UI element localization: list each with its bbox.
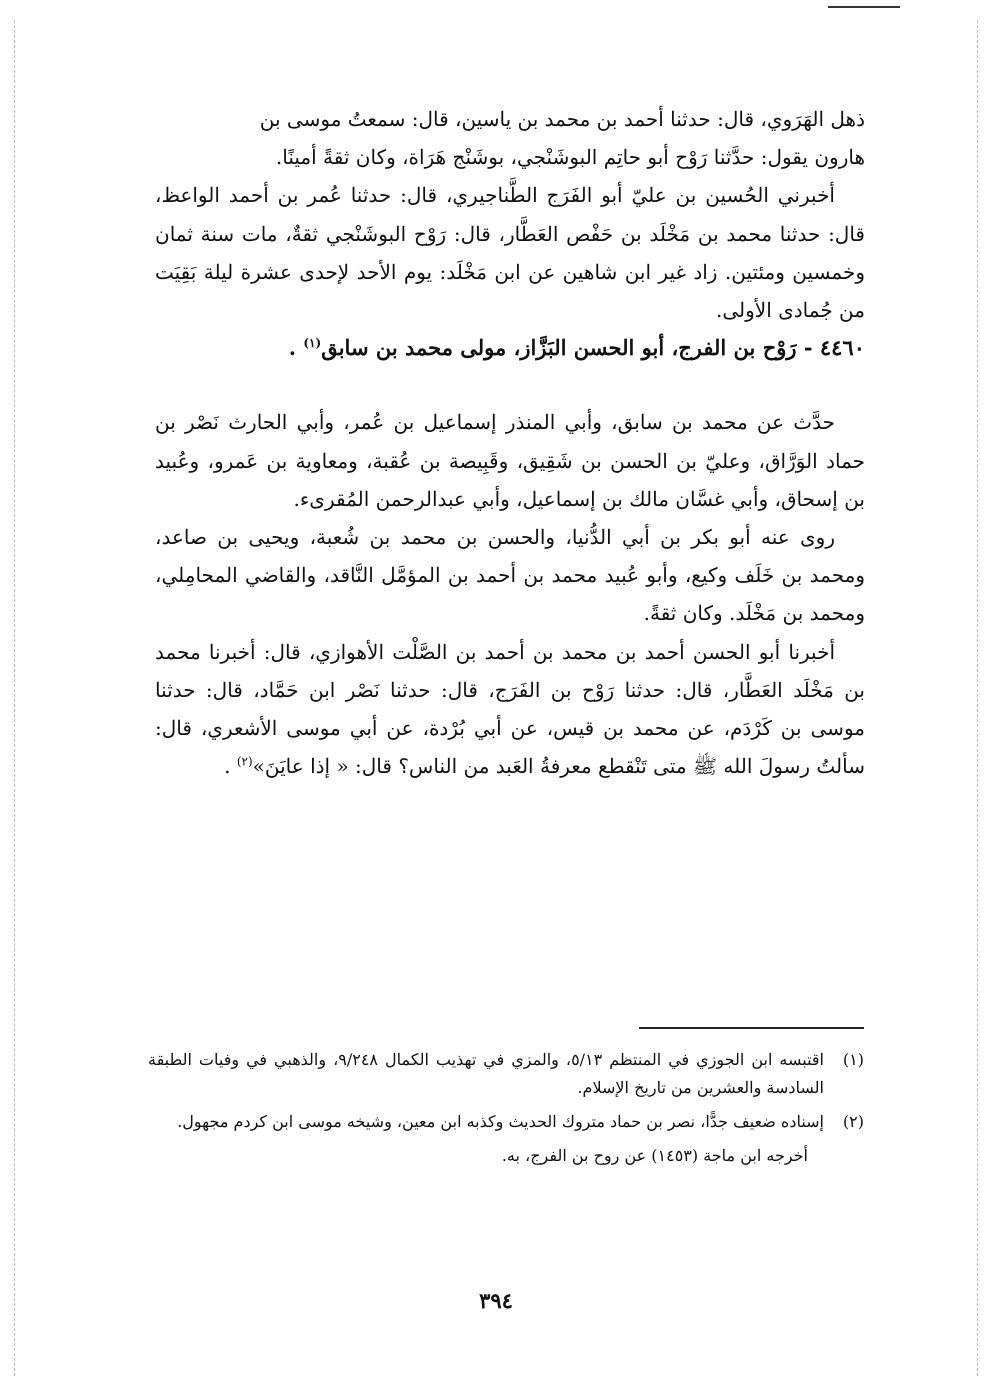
heading-gap bbox=[155, 367, 865, 403]
main-text bbox=[155, 100, 865, 785]
paragraph-4: روى عنه أبو بكر بن أبي الدُّنيا، والحسن بن محمد بن شُعبة، ويحيى بن صاعد، ومحمد بن خَلَف وكيع، وأبو عُبيد محمد بن أحمد بن المؤمَّل النَّاقد، والقاضي المحامِلي، ومحمد بن مَخْلَد. وكان ثقةً. bbox=[155, 525, 866, 626]
paragraph-5-end: . bbox=[224, 754, 231, 779]
footnote-2-continuation: أخرجه ابن ماجة (١٤٥٣) عن روح بن الفرج، به. bbox=[501, 1146, 808, 1165]
paragraph-5-text: أخبرنا أبو الحسن أحمد بن محمد بن أحمد بن الصَّلْت الأهوازي، قال: أخبرنا محمد بن مَخْلَد العَطَّار، قال: حدثنا رَوْح بن الفَرَج، قال: حدثنا نَصْر ابن حَمَّاد، قال: حدثنا موسى بن كَرْدَم، عن محمد بن قيس، عن أبي بُرْدة، عن أبي موسى الأشعري، قال: سألتُ رسولَ الله ﷺ متى تَنْقطع معرفةُ العَبد من الناس؟ قال: « إذا عايَنَ» bbox=[155, 639, 865, 779]
footnote-separator bbox=[639, 1027, 864, 1029]
paragraph-5 bbox=[155, 633, 865, 786]
footnotes bbox=[148, 1046, 864, 1170]
scan-edge-left bbox=[14, 20, 15, 1376]
footnote-1 bbox=[148, 1046, 864, 1102]
entry-heading-text: ٤٤٦٠ - رَوْح بن الفرج، أبو الحسن البَزَّاز، مولى محمد بن سابق bbox=[321, 335, 865, 361]
footnote-ref-2: (٢) bbox=[236, 754, 253, 769]
top-rule bbox=[828, 6, 900, 8]
entry-heading-end: . bbox=[288, 335, 297, 361]
footnote-2-number: (٢) bbox=[842, 1112, 864, 1131]
footnote-1-text: اقتبسه ابن الجوزي في المنتظم ٥/١٣، والمزي في تهذيب الكمال ٩/٢٤٨، والذهبي في وفيات الطبقة السادسة والعشرين من تاريخ الإسلام. bbox=[148, 1050, 825, 1097]
scan-edge-right bbox=[977, 20, 978, 1376]
page-number: ٣٩٤ bbox=[479, 1288, 513, 1313]
paragraph-1 bbox=[155, 100, 865, 176]
paragraph-1-line-2: هارون يقول: حدَّثنا رَوْح أبو حاتِم البوشَنْجي، بوشَنْج هَرَاة، وكان ثقةً أمينًا. bbox=[275, 145, 865, 170]
paragraph-2: أخبرني الحُسين بن عليّ أبو الفَرَج الطَّناجيري، قال: حدثنا عُمر بن أحمد الواعظ، قال: حدثنا محمد بن مَخْلَد بن حَفْص العَطَّار، قال: رَوْح البوشَنْجي ثقةٌ، مات سنة ثمان وخمسين ومئتين. زاد غير ابن شاهين عن ابن مَخْلَد: يوم الأحد لإحدى عشرة ليلة بَقِيَت من جُمادى الأولى. bbox=[155, 183, 865, 323]
footnote-1-number: (١) bbox=[842, 1050, 864, 1069]
footnote-ref-1: (١) bbox=[303, 336, 322, 351]
paragraph-3: حدَّث عن محمد بن سابق، وأبي المنذر إسماعيل بن عُمر، وأبي الحارث نَصْر بن حماد الوَرَّاق، وعليّ بن الحسن بن شَقِيق، وقَبِيصة بن عُقبة، ومعاوية بن عَمرو، وعُبيد بن إسحاق، وأبي غسَّان مالك بن إسماعيل، وأبي عبدالرحمن المُقرىء. bbox=[155, 410, 865, 511]
paragraph-1-line-1: ذهل الهَرَوي، قال: حدثنا أحمد بن محمد بن ياسين، قال: سمعتُ موسى بن bbox=[259, 107, 865, 131]
footnote-2 bbox=[148, 1108, 864, 1136]
footnote-2-text: إسناده ضعيف جدًّا، نصر بن حماد متروك الحديث وكذبه ابن معين، وشيخه موسى ابن كردم مجهول. bbox=[177, 1112, 824, 1131]
entry-heading bbox=[155, 329, 865, 367]
